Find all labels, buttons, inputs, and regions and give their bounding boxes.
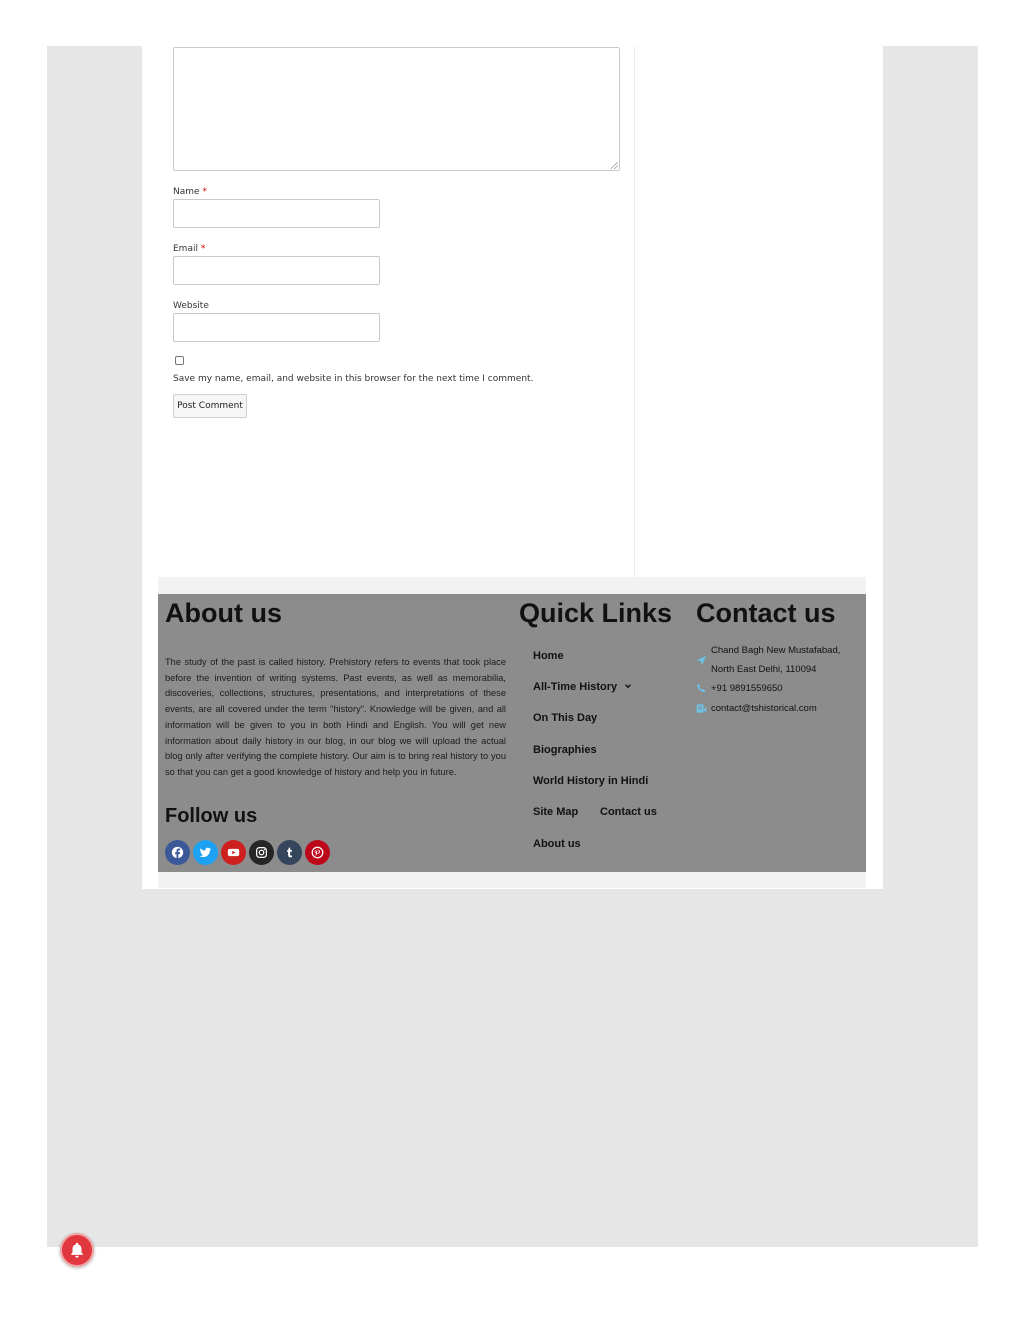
quick-link-biographies[interactable]: Biographies xyxy=(533,744,597,756)
notification-bell-button[interactable] xyxy=(60,1233,94,1267)
chevron-down-icon xyxy=(624,682,632,690)
footer-top-strip xyxy=(158,577,866,594)
email-icon xyxy=(696,703,707,714)
instagram-icon[interactable] xyxy=(249,840,274,865)
email-label: Email * xyxy=(173,244,206,254)
website-input[interactable] xyxy=(173,313,380,342)
post-comment-button[interactable]: Post Comment xyxy=(173,394,247,418)
quick-link-home[interactable]: Home xyxy=(533,650,564,662)
pinterest-icon[interactable] xyxy=(305,840,330,865)
about-title: About us xyxy=(165,598,282,628)
follow-title: Follow us xyxy=(165,805,258,827)
youtube-icon[interactable] xyxy=(221,840,246,865)
quick-link-contact-us[interactable]: Contact us xyxy=(600,806,657,818)
required-mark: * xyxy=(202,187,207,197)
quick-link-on-this-day[interactable]: On This Day xyxy=(533,712,598,724)
location-arrow-icon xyxy=(696,655,707,666)
required-mark: * xyxy=(200,244,206,254)
quick-link-about-us[interactable]: About us xyxy=(533,838,581,850)
facebook-icon[interactable] xyxy=(165,840,190,865)
quick-link-site-map[interactable]: Site Map xyxy=(533,806,579,818)
twitter-icon[interactable] xyxy=(193,840,218,865)
website-label: Website xyxy=(173,301,209,311)
comment-textarea[interactable] xyxy=(173,47,620,171)
quick-link-all-time-history[interactable] xyxy=(533,681,632,693)
name-input[interactable] xyxy=(173,199,380,228)
quick-links-title: Quick Links xyxy=(519,598,673,628)
tumblr-icon[interactable] xyxy=(277,840,302,865)
save-info-checkbox[interactable] xyxy=(175,356,184,365)
sidebar-divider xyxy=(634,46,635,577)
about-text: The study of the past is called history. Prehistory refers to events that took place before the invention of writing systems. Past events, as well as memorabilia, discoveries, collections, structures, presentations, and interpretations of these events, are all covered under the term “history”. Knowledge will be given, and all information will be given to you in both Hindi and English. You will get new information about daily history in our blog, in our blog we will upload the actual blog only after verifying the complete history. Our aim is to bring real history to you so that you can get a good knowledge of history and help you in future. xyxy=(165,657,506,777)
email-input[interactable] xyxy=(173,256,380,285)
quick-link-world-history-hindi[interactable]: World History in Hindi xyxy=(533,775,649,787)
resize-grip-icon[interactable] xyxy=(611,162,618,169)
contact-address-line2: North East Delhi, 110094 xyxy=(711,664,817,675)
bell-icon xyxy=(68,1241,86,1259)
contact-email[interactable]: contact@tshistorical.com xyxy=(711,703,817,714)
name-label: Name * xyxy=(173,187,207,197)
contact-address-line1: Chand Bagh New Mustafabad, xyxy=(711,645,841,656)
contact-title: Contact us xyxy=(696,598,836,628)
save-info-label: Save my name, email, and website in this browser for the next time I comment. xyxy=(173,374,534,384)
quick-link-label: All-Time History xyxy=(533,681,618,693)
footer-bottom-strip xyxy=(158,872,866,888)
phone-icon xyxy=(696,683,707,694)
contact-phone[interactable]: +91 9891559650 xyxy=(711,683,783,694)
